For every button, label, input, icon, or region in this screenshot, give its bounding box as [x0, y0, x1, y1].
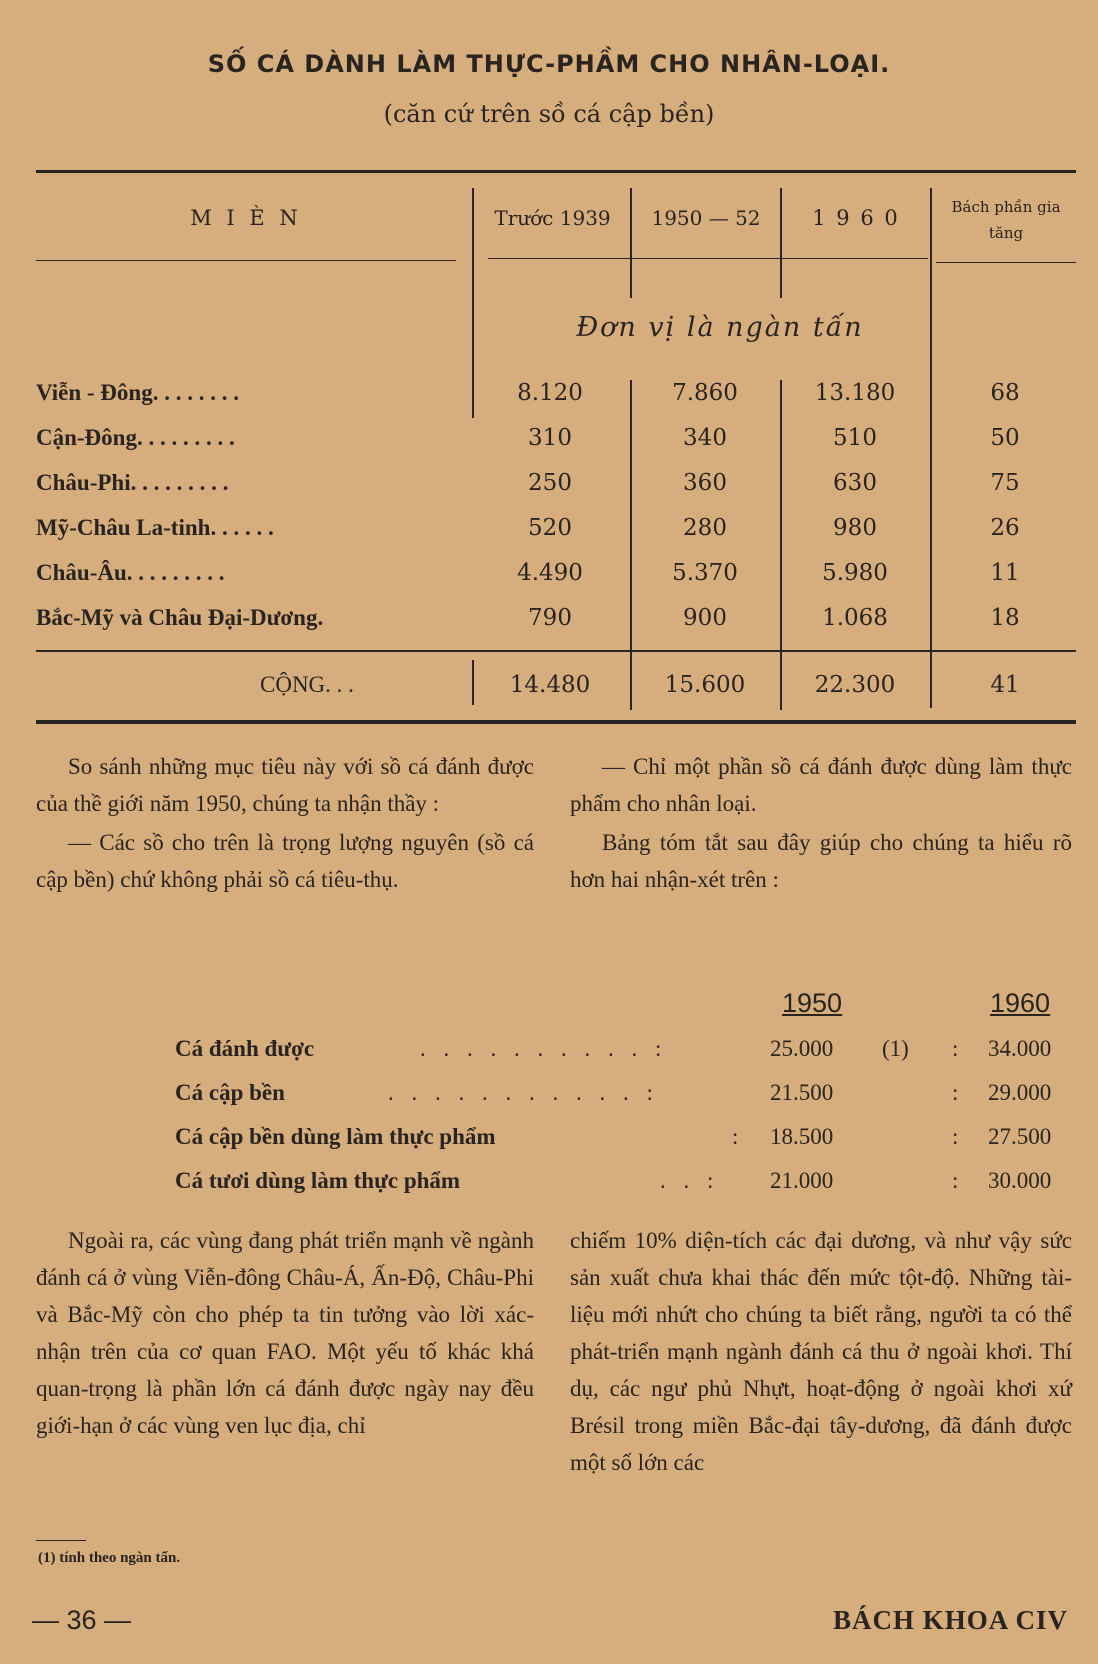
summary-leader: : [732, 1124, 745, 1149]
summary-sep: : [952, 1036, 959, 1061]
summary-1960: 27.500 [988, 1124, 1052, 1149]
paragraph: — Các sồ cho trên là trọng lượng nguyên (sồ cá cập bền) chứ không phải sồ cá tiêu-thụ. [36, 830, 534, 892]
summary-1960: 34.000 [988, 1036, 1052, 1061]
summary-year-1960: 1960 [990, 988, 1051, 1018]
footnote-rule [36, 1540, 86, 1541]
summary-leader: . . . . . . . . . . . : [388, 1080, 659, 1105]
column-divider [780, 188, 782, 298]
summary-1950: 21.500 [770, 1080, 834, 1105]
summary-sep: : [952, 1080, 959, 1105]
cell-before-1939: 310 [528, 425, 572, 451]
cell-1960: 5.980 [822, 560, 888, 586]
header-underline-pct [936, 262, 1076, 263]
cell-pct: 68 [990, 380, 1020, 406]
cell-1950-52: 7.860 [672, 380, 738, 406]
summary-1950: 21.000 [770, 1168, 834, 1193]
paragraph: So sánh những mục tiêu này với sồ cá đánh được của thề giới năm 1950, chúng ta nhận thầy : [36, 754, 534, 816]
total-pct: 41 [990, 672, 1020, 698]
table-row [0, 425, 1098, 469]
summary-leader: . . : [660, 1168, 720, 1193]
cell-1960: 630 [833, 470, 877, 496]
unit-label: Đơn vị là ngàn tấn [576, 312, 864, 343]
table-row [0, 380, 1098, 424]
cell-1960: 980 [833, 515, 877, 541]
cell-1960: 13.180 [814, 380, 896, 406]
journal-name: BÁCH KHOA CIV [832, 1605, 1068, 1635]
row-region: Cận-Đông. . . . . . . . . [36, 425, 235, 450]
summary-label: Cá cập bền dùng làm thực phẩm [175, 1124, 496, 1149]
row-region: Viễn - Đông. . . . . . . . [36, 380, 239, 405]
summary-label: Cá đánh được [175, 1036, 315, 1061]
summary-leader: . . . . . . . . . . : [420, 1036, 668, 1061]
cell-pct: 50 [990, 425, 1020, 451]
table-bottom-rule [36, 720, 1076, 724]
summary-1960: 30.000 [988, 1168, 1052, 1193]
footnote: (1) tính theo ngàn tấn. [38, 1550, 181, 1566]
header-1950-52: 1950 — 52 [651, 206, 761, 230]
header-before-1939: Trước 1939 [494, 206, 611, 230]
total-1950-52: 15.600 [664, 672, 746, 698]
cell-pct: 75 [990, 470, 1020, 496]
header-underline-years [488, 258, 928, 259]
paragraph: — Chỉ một phần sồ cá đánh được dùng làm thực phẩm cho nhân loại. [570, 754, 1072, 816]
right-column-bottom [570, 1222, 1072, 1481]
summary-row [0, 1080, 1098, 1124]
cell-1950-52: 280 [683, 515, 727, 541]
table-row [0, 470, 1098, 514]
cell-before-1939: 520 [528, 515, 572, 541]
column-divider [630, 188, 632, 298]
left-column-bottom [36, 1222, 534, 1444]
cell-pct: 11 [990, 560, 1020, 586]
cell-1950-52: 360 [683, 470, 727, 496]
total-label: CỘNG. . . [260, 672, 354, 697]
left-column-top [36, 748, 534, 898]
summary-1950: 25.000 [770, 1036, 834, 1061]
page-subtitle: (căn cứ trên sồ cá cập bền) [383, 100, 715, 128]
table-row [0, 605, 1098, 649]
cell-1950-52: 340 [683, 425, 727, 451]
right-column-top [570, 748, 1072, 898]
paragraph: chiếm 10% diện-tích các đại dương, và như vậy sức sản xuất chưa khai thác đến mức tột-độ. Những tài-liệu mới nhứt cho chúng ta biết rằng, người ta có thể phát-triển mạnh ngành đánh cá thu ở ngoài khơi. Thí dụ, các ngư phủ Nhựt, hoạt-động ở ngoài khơi xứ Brésil trong miền Bắc-đại tây-dương, đã đánh được một số lớn các [570, 1228, 1072, 1475]
cell-before-1939: 790 [528, 605, 572, 631]
summary-note: (1) [882, 1036, 909, 1061]
total-1960: 22.300 [814, 672, 896, 698]
cell-pct: 18 [990, 605, 1020, 631]
cell-pct: 26 [990, 515, 1020, 541]
summary-label: Cá cập bền [175, 1080, 285, 1105]
summary-year-1950: 1950 [782, 988, 843, 1018]
table-total-row [0, 672, 1098, 716]
summary-row [0, 1168, 1098, 1212]
cell-1950-52: 5.370 [672, 560, 738, 586]
table-row [0, 560, 1098, 604]
summary-sep: : [952, 1124, 959, 1149]
paragraph: Ngoài ra, các vùng đang phát triển mạnh về ngành đánh cá ở vùng Viễn-đông Châu-Á, Ấn-Độ, Châu-Phi và Bắc-Mỹ còn cho phép ta tin tưởng vào lời xác-nhận trên của cơ quan FAO. Một yếu tố khác khá quan-trọng là phần lớn cá đánh được ngày nay đều giới-hạn ở các vùng ven lục địa, chỉ [36, 1228, 534, 1438]
cell-before-1939: 250 [528, 470, 572, 496]
total-before-1939: 14.480 [509, 672, 591, 698]
cell-1960: 1.068 [822, 605, 888, 631]
total-top-rule [36, 650, 1076, 652]
summary-label: Cá tươi dùng làm thực phẩm [175, 1168, 461, 1193]
table-top-rule [36, 170, 1076, 173]
paragraph: Bảng tóm tắt sau đây giúp cho chúng ta hiểu rõ hơn hai nhận-xét trên : [570, 830, 1072, 892]
row-region: Mỹ-Châu La-tinh. . . . . . [36, 515, 274, 540]
header-region: M I È N [190, 206, 302, 230]
summary-1960: 29.000 [988, 1080, 1052, 1105]
row-region: Châu-Âu. . . . . . . . . [36, 560, 225, 585]
cell-before-1939: 8.120 [517, 380, 583, 406]
summary-sep: : [952, 1168, 959, 1193]
summary-row [0, 1124, 1098, 1168]
cell-1950-52: 900 [683, 605, 727, 631]
cell-1960: 510 [833, 425, 877, 451]
row-region: Bắc-Mỹ và Châu Đại-Dương. [36, 605, 324, 630]
row-region: Châu-Phi. . . . . . . . . [36, 470, 229, 495]
page-number: — 36 — [32, 1605, 132, 1635]
summary-1950: 18.500 [770, 1124, 834, 1149]
page-title: SỐ CÁ DÀNH LÀM THỰC-PHẦM CHO NHÂN-LOẠI. [207, 50, 891, 78]
header-underline-region [36, 260, 456, 261]
header-1960: 1 9 6 0 [812, 206, 900, 230]
summary-row [0, 1036, 1098, 1080]
table-row [0, 515, 1098, 559]
header-pct: Bách phần gia tăng [951, 198, 1061, 242]
cell-before-1939: 4.490 [517, 560, 583, 586]
